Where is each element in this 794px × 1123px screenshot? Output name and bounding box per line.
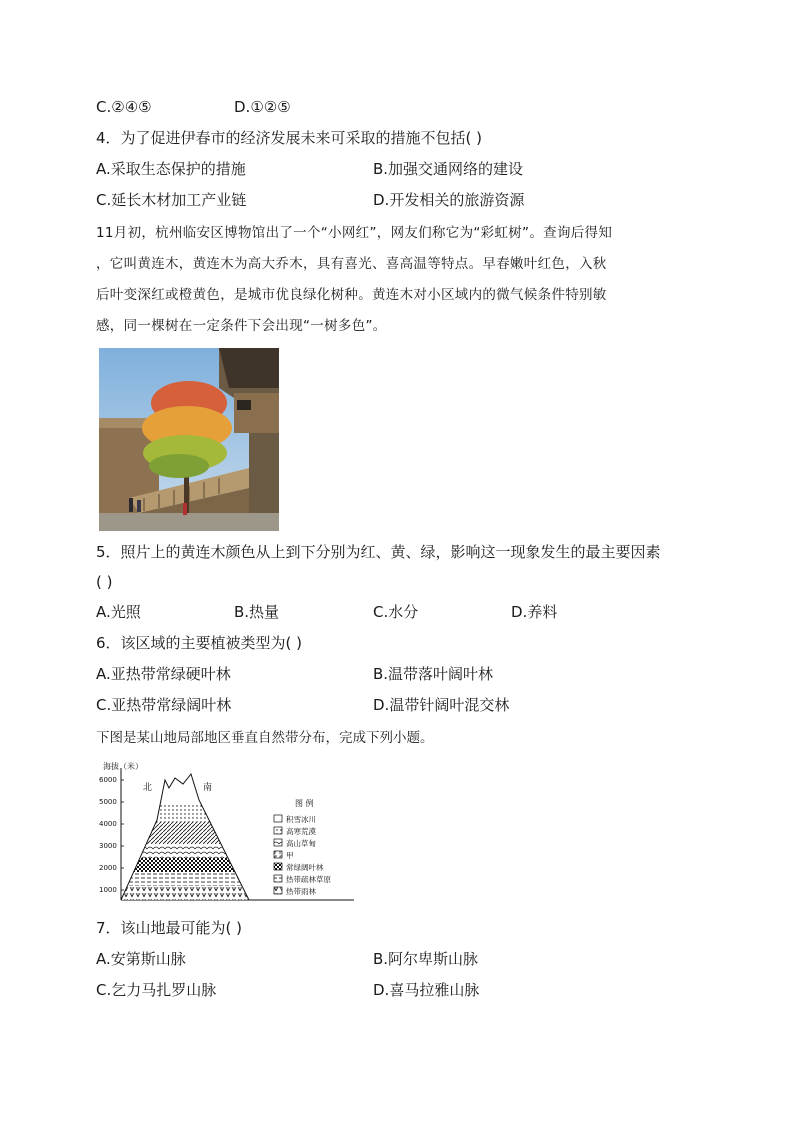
q7-option-c: C.乞力马扎罗山脉	[96, 981, 217, 999]
ytick: 2000	[99, 864, 117, 872]
q6-option-d: D.温带针阔叶混交林	[373, 696, 510, 714]
q6-option-c: C.亚热带常绿阔叶林	[96, 696, 232, 714]
legend-item: 甲	[286, 851, 294, 860]
legend-item: 热带雨林	[286, 887, 316, 896]
south-label: 南	[203, 783, 213, 793]
legend-item: 常绿阔叶林	[286, 863, 324, 872]
q3-option-d: D.①②⑤	[234, 98, 291, 116]
passage-line: 感，同一棵树在一定条件下会出现“一树多色”。	[96, 318, 387, 334]
q5-stem: 5．照片上的黄连木颜色从上到下分别为红、黄、绿，影响这一现象发生的最主要因素	[96, 543, 661, 561]
passage-rainbow-tree	[96, 218, 700, 342]
q4-option-c: C.延长木材加工产业链	[96, 191, 247, 209]
q4-option-d: D.开发相关的旅游资源	[373, 191, 525, 209]
ytick: 6000	[99, 776, 117, 784]
q5-option-d: D.养料	[511, 603, 558, 621]
legend-item: 热带疏林草原	[286, 875, 331, 884]
q7-option-a: A.安第斯山脉	[96, 950, 186, 968]
q7-option-b: B.阿尔卑斯山脉	[373, 950, 479, 968]
q5-stem-parens: ( )	[96, 573, 113, 591]
q4-stem: 4．为了促进伊春市的经济发展未来可采取的措施不包括( )	[96, 129, 483, 147]
ytick: 4000	[99, 820, 117, 828]
q3-option-c: C.②④⑤	[96, 98, 152, 116]
tree-photo	[99, 348, 279, 531]
passage-line: 11月初，杭州临安区博物馆出了一个“小网红”，网友们称它为“彩虹树”。查询后得知	[96, 225, 613, 241]
q6-option-b: B.温带落叶阔叶林	[373, 665, 494, 683]
q7-stem: 7．该山地最可能为( )	[96, 919, 243, 937]
q6-stem: 6．该区域的主要植被类型为( )	[96, 634, 303, 652]
legend-item: 积雪冰川	[286, 815, 316, 824]
ytick: 1000	[99, 886, 117, 894]
legend-item: 高山草甸	[286, 839, 316, 848]
ytick: 5000	[99, 798, 117, 806]
q7-option-d: D.喜马拉雅山脉	[373, 981, 480, 999]
q5-option-a: A.光照	[96, 603, 141, 621]
vertical-zonation-diagram	[99, 760, 357, 906]
passage-mountain-intro: 下图是某山地局部地区垂直自然带分布，完成下列小题。	[96, 730, 434, 746]
ytick: 3000	[99, 842, 117, 850]
q4-option-b: B.加强交通网络的建设	[373, 160, 524, 178]
q4-option-a: A.采取生态保护的措施	[96, 160, 246, 178]
q6-option-a: A.亚热带常绿硬叶林	[96, 665, 231, 683]
north-label: 北	[143, 783, 153, 793]
legend-item: 高寒荒漠	[286, 827, 316, 836]
q5-option-b: B.热量	[234, 603, 280, 621]
q5-option-c: C.水分	[373, 603, 419, 621]
diagram-ylabel: 海拔（米）	[103, 762, 143, 771]
passage-line: ，它叫黄连木，黄连木为高大乔木，具有喜光、喜高温等特点。早春嫩叶红色，入秋	[96, 256, 607, 272]
legend-title: 图 例	[295, 799, 314, 808]
passage-line: 后叶变深红或橙黄色，是城市优良绿化树种。黄连木对小区域内的微气候条件特别敏	[96, 287, 607, 303]
